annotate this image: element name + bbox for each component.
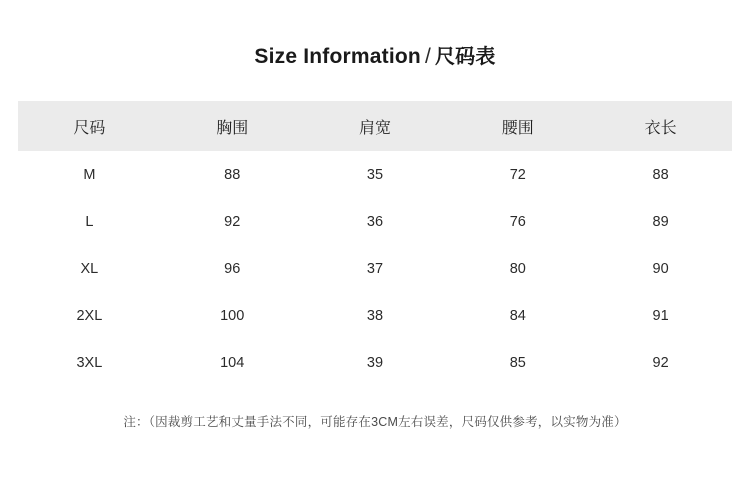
page-title — [0, 0, 750, 79]
cell-waist: 80 — [509, 260, 526, 277]
cell-waist: 85 — [509, 354, 526, 371]
cell-bust: 104 — [220, 354, 245, 371]
table-header-row — [18, 101, 732, 151]
column-header-bust: 胸围 — [216, 119, 249, 137]
column-header-size: 尺码 — [73, 119, 106, 137]
cell-shoulder: 38 — [366, 307, 384, 324]
title-separator: / — [424, 45, 431, 68]
cell-length: 90 — [652, 260, 669, 277]
title-chinese: 尺码表 — [434, 46, 496, 68]
size-table — [18, 101, 732, 386]
cell-length: 91 — [652, 307, 669, 324]
cell-size: XL — [80, 260, 99, 277]
table-row — [18, 151, 732, 198]
table-body — [18, 151, 732, 386]
cell-waist: 76 — [509, 213, 526, 230]
column-header-length: 衣长 — [644, 119, 677, 137]
table-row — [18, 339, 732, 386]
cell-length: 92 — [652, 354, 669, 371]
cell-shoulder: 35 — [366, 166, 384, 183]
cell-waist: 84 — [509, 307, 526, 324]
measurement-note: 注：（因裁剪工艺和丈量手法不同，可能存在3CM左右误差，尺码仅供参考，以实物为准） — [123, 415, 627, 429]
cell-waist: 72 — [509, 166, 526, 183]
table-row — [18, 198, 732, 245]
cell-shoulder: 36 — [366, 213, 384, 230]
cell-bust: 88 — [224, 166, 241, 183]
cell-bust: 96 — [224, 260, 241, 277]
cell-length: 88 — [652, 166, 669, 183]
title-english: Size Information — [254, 45, 421, 68]
table-row — [18, 292, 732, 339]
cell-length: 89 — [652, 213, 669, 230]
cell-bust: 92 — [224, 213, 241, 230]
table-header — [18, 101, 732, 151]
column-header-waist: 腰围 — [501, 119, 534, 137]
cell-shoulder: 39 — [366, 354, 384, 371]
table-row — [18, 245, 732, 292]
column-header-shoulder: 肩宽 — [358, 119, 391, 137]
cell-size: 3XL — [76, 354, 103, 371]
cell-size: 2XL — [76, 307, 103, 324]
cell-size: L — [85, 213, 94, 230]
size-table-wrapper — [18, 101, 732, 386]
cell-shoulder: 37 — [366, 260, 384, 277]
cell-size: M — [83, 166, 96, 183]
cell-bust: 100 — [220, 307, 245, 324]
title-group — [254, 40, 495, 69]
